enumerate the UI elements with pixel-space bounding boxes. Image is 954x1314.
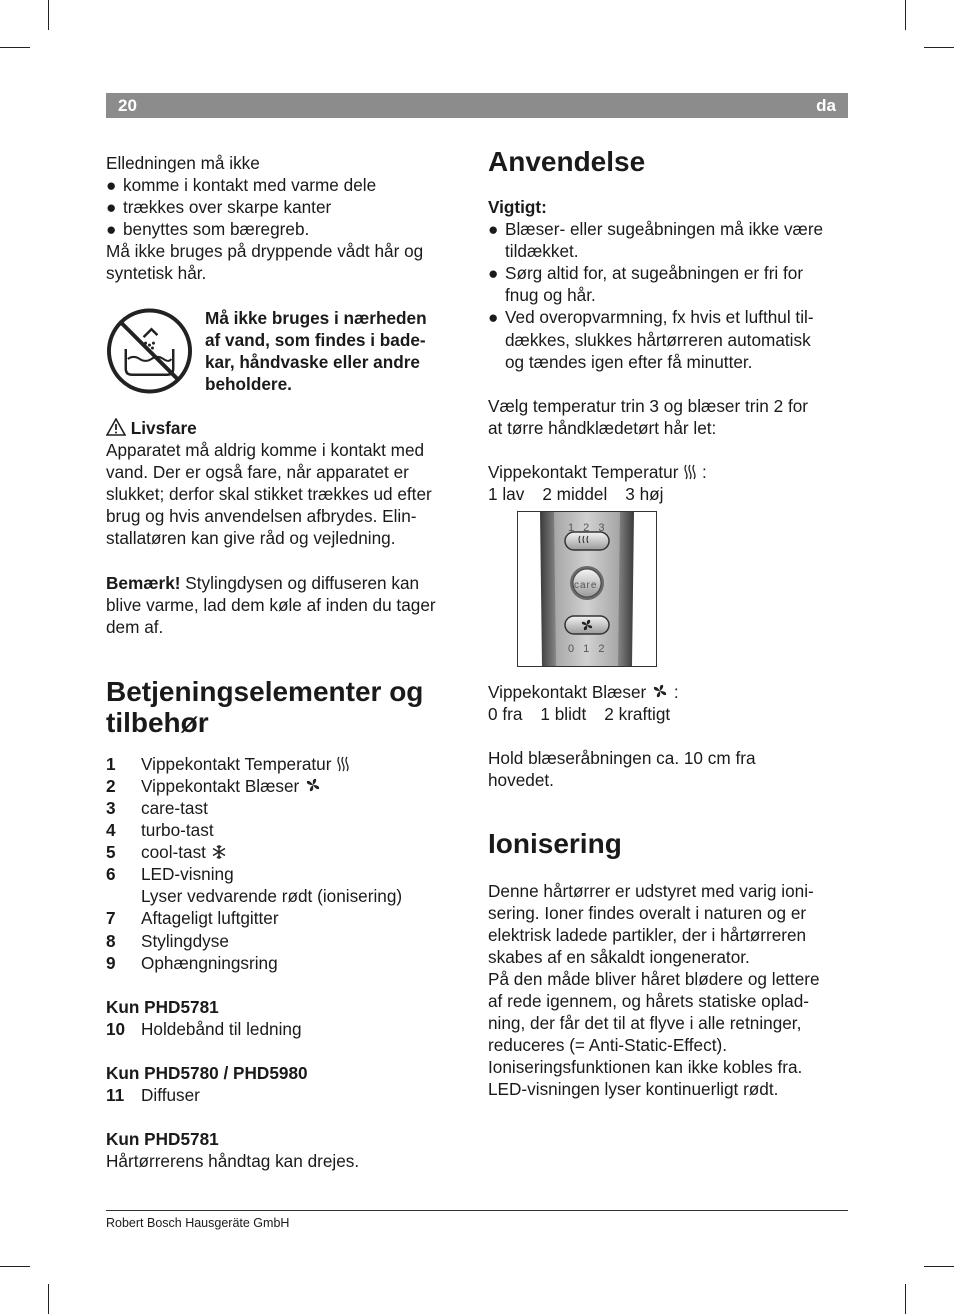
ion-text: Denne hårtørrer er udstyret med varig ioni- [488, 880, 814, 901]
water-warning-text: Må ikke bruges i nærheden af vand, som findes i bade- kar, håndvaske eller andre beholdere. [205, 307, 427, 394]
list-item: 6 LED-visning [106, 864, 234, 885]
list-item-sub: Lyser vedvarende rødt (ionisering) [141, 886, 403, 907]
list-item: 3 care-tast [106, 797, 208, 818]
hairdryer-controls-figure [517, 511, 657, 667]
intro-tail: syntetisk hår. [106, 263, 207, 284]
model-label: Kun PHD5780 / PHD5980 [106, 1062, 308, 1083]
fan-levels: 0 fra 1 blidt 2 kraftigt [488, 704, 671, 725]
no-bathtub-icon [106, 307, 193, 395]
list-item: 7 Aftageligt luftgitter [106, 908, 279, 929]
ion-text: ning, der får det til at flyve i alle retninger, [488, 1013, 802, 1034]
bullet-item: ● trækkes over skarpe kanter [106, 197, 332, 218]
controls-heading: Betjeningselementer og tilbehør [106, 675, 424, 738]
heat-icon [683, 464, 697, 480]
left-column [106, 152, 466, 1172]
bullet-item: ● komme i kontakt med varme dele [106, 175, 377, 196]
livsfare-text: Apparatet må aldrig komme i kontakt med [106, 440, 425, 461]
crop-mark [905, 0, 906, 30]
footer-divider [106, 1210, 848, 1211]
bullet-item: ● Ved overopvarmning, fx hvis et lufthul til- dækkes, slukkes hårtørreren automatisk og tændes igen efter få minutter. [488, 307, 814, 372]
fan-switch-label: Vippekontakt Blæser : [488, 682, 679, 703]
note-text: blive varme, lad dem køle af inden du tager [106, 594, 436, 615]
crop-mark [48, 1284, 49, 1314]
page-number: 20 [118, 96, 137, 115]
model-label: Kun PHD5781 [106, 996, 219, 1017]
list-item: 5 cool-tast [106, 841, 466, 863]
list-item: 8 Stylingdyse [106, 930, 229, 951]
ion-text: Ioniseringsfunktionen kan ikke kobles fra. [488, 1057, 803, 1078]
temperature-levels: 1 lav 2 middel 3 høj [488, 484, 664, 505]
intro-tail: Må ikke bruges på dryppende vådt hår og [106, 241, 424, 262]
language-code: da [816, 96, 836, 115]
ion-text: På den måde bliver håret blødere og lettere [488, 968, 820, 989]
livsfare-text: brug og hvis anvendelsen afbrydes. Elin- [106, 506, 417, 527]
header-bar [106, 93, 848, 118]
distance-note: Hold blæseråbningen ca. 10 cm fra [488, 748, 756, 769]
figure-care-label: care [574, 580, 598, 592]
temperature-tip: Vælg temperatur trin 3 og blæser trin 2 for [488, 395, 809, 416]
water-warning-box [106, 307, 466, 395]
fan-icon [304, 777, 322, 794]
footer-company: Robert Bosch Hausgeräte GmbH [106, 1216, 290, 1230]
crop-mark [0, 47, 30, 48]
warning-triangle-icon [106, 418, 126, 436]
snowflake-icon [211, 844, 227, 860]
usage-heading: Anvendelse [488, 146, 646, 177]
livsfare-heading: Livsfare [106, 417, 466, 439]
list-item: 1 Vippekontakt Temperatur [106, 753, 466, 775]
note-paragraph: Bemærk! Stylingdysen og diffuseren kan [106, 572, 420, 593]
handle-note: Hårtørrerens håndtag kan drejes. [106, 1151, 360, 1172]
distance-note: hovedet. [488, 770, 554, 791]
crop-mark [924, 47, 954, 48]
list-item: 2 Vippekontakt Blæser [106, 775, 466, 797]
livsfare-text: stallatøren kan give råd og vejledning. [106, 528, 396, 549]
crop-mark [0, 1266, 30, 1267]
bullet-item: ● Sørg altid for, at sugeåbningen er fri for fnug og hår. [488, 263, 804, 306]
crop-mark [48, 0, 49, 30]
list-item: 11 Diffuser [106, 1085, 200, 1105]
ion-text: reduceres (= Anti-Static-Effect). [488, 1035, 727, 1056]
ion-text: af rede igennem, og hårets statiske oplad- [488, 990, 810, 1011]
ion-text: sering. Ioner findes overalt i naturen og er [488, 902, 807, 923]
intro-line: Elledningen må ikke [106, 153, 260, 173]
ion-text: LED-visningen lyser kontinuerligt rødt. [488, 1079, 779, 1100]
model-label: Kun PHD5781 [106, 1129, 219, 1150]
figure-top-numbers: 1 2 3 [568, 522, 608, 535]
ion-text: skabes af en såkaldt iongenerator. [488, 946, 750, 967]
right-column [488, 146, 850, 1100]
important-label: Vigtigt: [488, 197, 547, 217]
heat-icon [336, 756, 350, 772]
livsfare-text: vand. Der er også fare, når apparatet er [106, 462, 409, 483]
list-item: 10 Holdebånd til ledning [106, 1018, 302, 1039]
ion-text: elektrisk ladede partikler, der i hårtørreren [488, 924, 807, 945]
livsfare-text: slukket; derfor skal stikket trækkes ud efter [106, 484, 432, 505]
crop-mark [924, 1266, 954, 1267]
ion-heading: Ionisering [488, 827, 622, 859]
temperature-switch-label: Vippekontakt Temperatur : [488, 461, 707, 482]
figure-bottom-numbers: 0 1 2 [568, 643, 608, 656]
bullet-item: ● Blæser- eller sugeåbningen må ikke være tildækket. [488, 219, 824, 262]
list-item: 4 turbo-tast [106, 820, 214, 841]
fan-icon [651, 683, 669, 700]
temperature-tip: at tørre håndklædetørt hår let: [488, 417, 717, 438]
bullet-item: ● benyttes som bæregreb. [106, 219, 310, 240]
list-item: 9 Ophængningsring [106, 952, 278, 973]
note-text: dem af. [106, 616, 164, 637]
crop-mark [905, 1284, 906, 1314]
